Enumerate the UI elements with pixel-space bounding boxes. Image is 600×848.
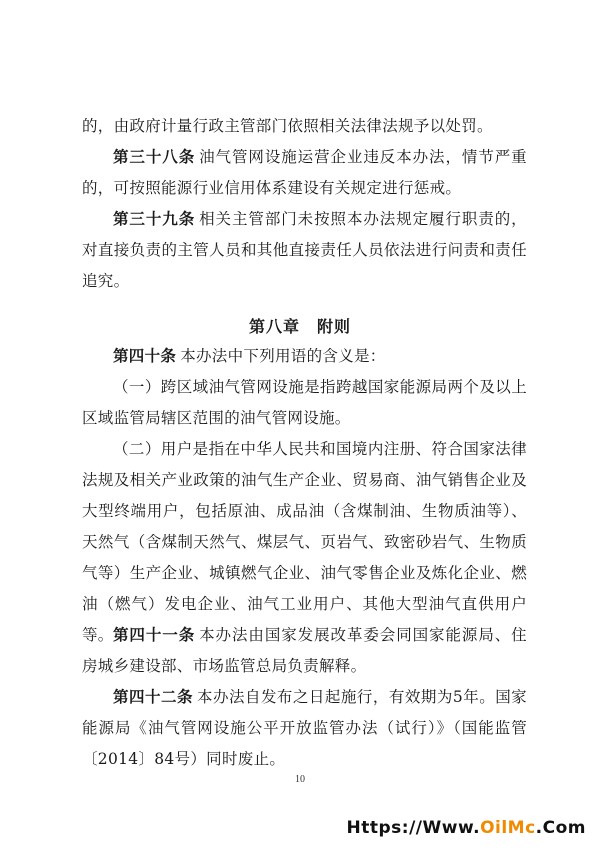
paragraph-text: 油气管网设施运营企业违反本办法，情节严重的，可按照能源行业信用体系建设有关规定进行惩戒。 [82,148,527,197]
watermark-suffix: .Com [535,818,586,838]
definition-1 [82,372,527,434]
site-watermark [347,818,586,838]
watermark-brand: OilMc [480,818,536,838]
article-number: 第四十条 [113,347,177,365]
article-number: 第三十八条 [113,148,196,166]
paragraph-text: （一）跨区域油气管网设施是指跨越国家能源局两个及以上区域监管局辖区范围的油气管网设施。 [82,378,527,427]
paragraph-text: （二）用户是指在中华人民共和国境内注册、符合国家法律法规及相关产业政策的油气生产企业、贸易商、油气销售企业及大型终端用户，包括原油、成品油（含煤制油、生物质油等）、天然气（含煤制天然气、煤层气、页岩气、致密砂岩气、生物质气等）生产企业、城镇燃气企业、油气零售企业及炼化企业、燃油（燃气）发电企业、油气工业用户、其他大型油气直供用户等。 [82,440,527,644]
watermark-prefix: Https://Www. [346,818,481,838]
article-41 [82,620,527,682]
article-number: 第四十二条 [113,688,193,706]
paragraph-text: 本办法中下列用语的含义是： [180,347,386,365]
chapter-title: 第八章 附则 [248,317,351,336]
article-40 [82,341,527,372]
page-number: 10 [295,774,305,785]
article-39 [82,204,527,297]
paragraph-text: 相关主管部门未按照本办法规定履行职责的，对直接负责的主管人员和其他直接责任人员依法进行问责和责任追究。 [82,210,527,290]
paragraph-text: 本办法由国家发展改革委会同国家能源局、住房城乡建设部、市场监管总局负责解释。 [82,626,527,675]
article-number: 第三十九条 [113,210,196,228]
paragraph-text: 本办法自发布之日起施行，有效期为5年。国家能源局《油气管网设施公平开放监管办法（试行）》（国能监管〔2014〕84号）同时废止。 [82,688,527,768]
paragraph-text: 的，由政府计量行政主管部门依照相关法律法规予以处罚。 [82,117,493,135]
article-number: 第四十一条 [113,626,196,644]
definition-2 [82,434,527,651]
paragraph-continuation [82,111,527,142]
article-38 [82,142,527,204]
article-42 [82,682,527,775]
